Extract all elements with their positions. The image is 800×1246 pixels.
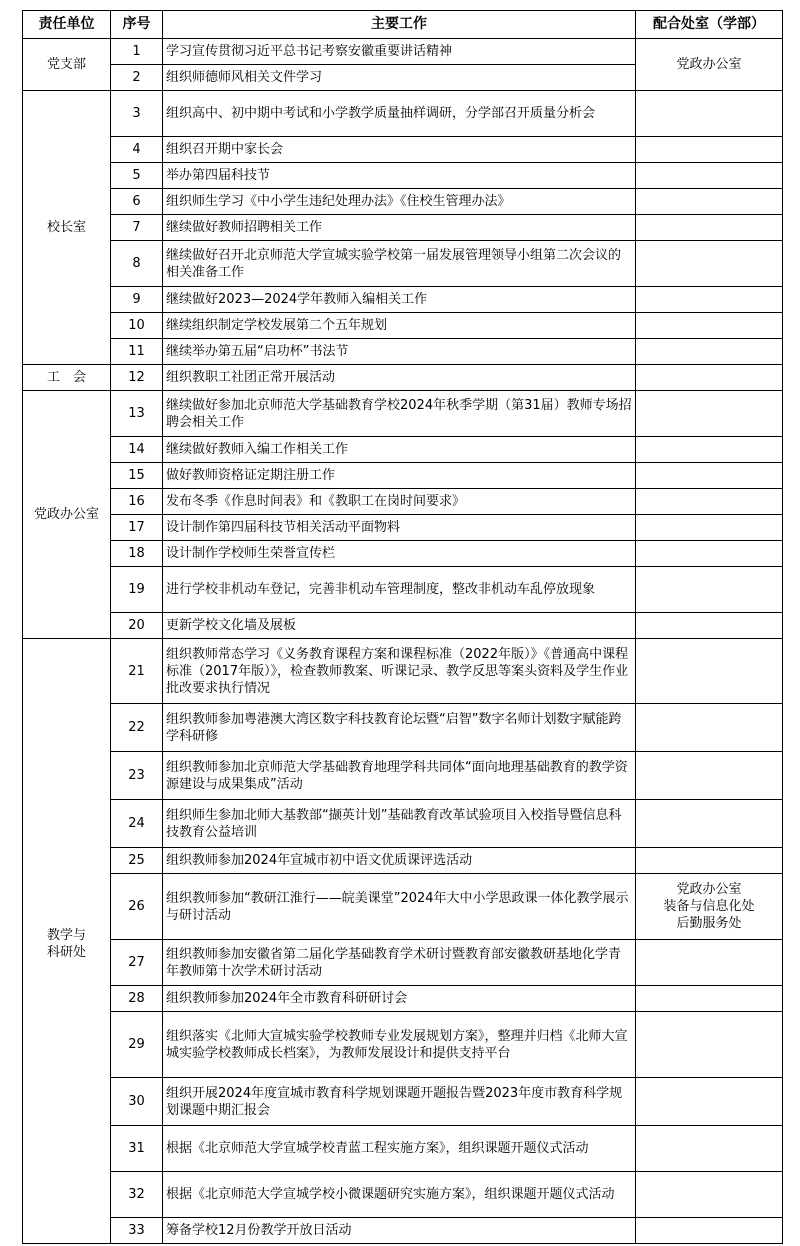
row-number: 20	[111, 613, 163, 639]
task-cell: 继续做好召开北京师范大学宣城实验学校第一届发展管理领导小组第二次会议的相关准备工作	[163, 241, 636, 287]
coop-cell	[636, 1078, 783, 1126]
table-row	[23, 39, 783, 65]
coop-equipment-office: 装备与信息化处	[663, 899, 755, 914]
task-cell: 组织师德师风相关文件学习	[163, 65, 636, 91]
task-cell: 组织教职工社团正常开展活动	[163, 365, 636, 391]
task-cell: 组织师生参加北师大基教部“撷英计划”基础教育改革试验项目入校指导暨信息科技教育公益培训	[163, 800, 636, 848]
task-cell: 根据《北京师范大学宣城学校青蓝工程实施方案》，组织课题开题仪式活动	[163, 1126, 636, 1172]
row-number: 22	[111, 704, 163, 752]
table-row	[23, 241, 783, 287]
coop-cell	[636, 463, 783, 489]
row-number: 2	[111, 65, 163, 91]
row-number: 10	[111, 313, 163, 339]
row-number: 27	[111, 940, 163, 986]
coop-cell	[636, 163, 783, 189]
coop-cell	[636, 800, 783, 848]
task-cell: 发布冬季《作息时间表》和《教职工在岗时间要求》	[163, 489, 636, 515]
coop-cell	[636, 215, 783, 241]
table-row	[23, 91, 783, 137]
coop-cell	[636, 137, 783, 163]
task-cell: 根据《北京师范大学宣城学校小微课题研究实施方案》，组织课题开题仪式活动	[163, 1172, 636, 1218]
row-number: 29	[111, 1012, 163, 1078]
task-cell: 组织师生学习《中小学生违纪处理办法》《住校生管理办法》	[163, 189, 636, 215]
coop-cell	[636, 339, 783, 365]
header-unit: 责任单位	[23, 11, 111, 39]
unit-cell	[23, 639, 111, 1244]
table-row	[23, 986, 783, 1012]
header-task: 主要工作	[163, 11, 636, 39]
row-number: 26	[111, 874, 163, 940]
coop-cell	[636, 752, 783, 800]
row-number: 13	[111, 391, 163, 437]
row-number: 14	[111, 437, 163, 463]
row-number: 33	[111, 1218, 163, 1244]
row-number: 24	[111, 800, 163, 848]
task-cell: 组织教师参加2024年全市教育科研研讨会	[163, 986, 636, 1012]
task-cell: 更新学校文化墙及展板	[163, 613, 636, 639]
task-cell: 做好教师资格证定期注册工作	[163, 463, 636, 489]
task-cell: 组织教师常态学习《义务教育课程方案和课程标准（2022年版）》《普通高中课程标准（2017年版）》，检查教师教案、听课记录、教学反思等案头资料及学生作业批改要求执行情况	[163, 639, 636, 704]
table-row	[23, 163, 783, 189]
header-no: 序号	[111, 11, 163, 39]
table-row	[23, 189, 783, 215]
task-cell: 组织教师参加“教研江淮行——皖美课堂”2024年大中小学思政课一体化教学展示与研讨活动	[163, 874, 636, 940]
row-number: 7	[111, 215, 163, 241]
header-row	[23, 11, 783, 39]
coop-cell	[636, 1218, 783, 1244]
coop-cell	[636, 241, 783, 287]
task-cell: 设计制作学校师生荣誉宣传栏	[163, 541, 636, 567]
table-row	[23, 940, 783, 986]
task-cell: 进行学校非机动车登记，完善非机动车管理制度，整改非机动车乱停放现象	[163, 567, 636, 613]
task-cell: 筹备学校12月份教学开放日活动	[163, 1218, 636, 1244]
row-number: 6	[111, 189, 163, 215]
row-number: 3	[111, 91, 163, 137]
task-cell: 学习宣传贯彻习近平总书记考察安徽重要讲话精神	[163, 39, 636, 65]
row-number: 17	[111, 515, 163, 541]
coop-logistics-office: 后勤服务处	[676, 916, 742, 931]
table-row	[23, 1126, 783, 1172]
table-row	[23, 1172, 783, 1218]
row-number: 16	[111, 489, 163, 515]
table-row	[23, 137, 783, 163]
table-row	[23, 463, 783, 489]
task-cell: 继续做好教师招聘相关工作	[163, 215, 636, 241]
coop-cell	[636, 986, 783, 1012]
row-number: 8	[111, 241, 163, 287]
table-row	[23, 1078, 783, 1126]
row-number: 15	[111, 463, 163, 489]
coop-cell	[636, 287, 783, 313]
task-cell: 组织开展2024年度宣城市教育科学规划课题开题报告暨2023年度市教育科学规划课题中期汇报会	[163, 1078, 636, 1126]
task-cell: 组织召开期中家长会	[163, 137, 636, 163]
table-row	[23, 489, 783, 515]
coop-cell	[636, 189, 783, 215]
coop-cell	[636, 391, 783, 437]
coop-cell	[636, 940, 783, 986]
table-row	[23, 704, 783, 752]
unit-name: 教学与科研处	[47, 928, 87, 960]
row-number: 11	[111, 339, 163, 365]
table-row	[23, 639, 783, 704]
coop-cell	[636, 365, 783, 391]
unit-cell: 党支部	[23, 39, 111, 91]
row-number: 25	[111, 848, 163, 874]
coop-cell	[636, 567, 783, 613]
row-number: 23	[111, 752, 163, 800]
row-number: 4	[111, 137, 163, 163]
unit-cell: 工 会	[23, 365, 111, 391]
coop-cell	[636, 91, 783, 137]
table-row	[23, 437, 783, 463]
task-cell: 继续组织制定学校发展第二个五年规划	[163, 313, 636, 339]
task-cell: 组织落实《北师大宣城实验学校教师专业发展规划方案》，整理并归档《北师大宣城实验学校教师成长档案》，为教师发展设计和提供支持平台	[163, 1012, 636, 1078]
unit-cell: 校长室	[23, 91, 111, 365]
table-row	[23, 1218, 783, 1244]
row-number: 5	[111, 163, 163, 189]
task-cell: 组织教师参加北京师范大学基础教育地理学科共同体“面向地理基础教育的教学资源建设与成果集成”活动	[163, 752, 636, 800]
table-row	[23, 215, 783, 241]
row-number: 9	[111, 287, 163, 313]
work-plan-table	[22, 10, 783, 1244]
header-coop: 配合处室（学部）	[636, 11, 783, 39]
table-row	[23, 567, 783, 613]
table-row	[23, 287, 783, 313]
coop-cell	[636, 639, 783, 704]
task-cell: 继续做好教师入编工作相关工作	[163, 437, 636, 463]
task-cell: 设计制作第四届科技节相关活动平面物料	[163, 515, 636, 541]
row-number: 28	[111, 986, 163, 1012]
coop-cell	[636, 541, 783, 567]
coop-party-office: 党政办公室	[676, 882, 742, 897]
row-number: 31	[111, 1126, 163, 1172]
coop-cell	[636, 1126, 783, 1172]
coop-cell	[636, 515, 783, 541]
table-row	[23, 1012, 783, 1078]
row-number: 18	[111, 541, 163, 567]
task-cell: 组织教师参加2024年宣城市初中语文优质课评选活动	[163, 848, 636, 874]
row-number: 12	[111, 365, 163, 391]
coop-cell	[636, 1012, 783, 1078]
table-row	[23, 365, 783, 391]
row-number: 19	[111, 567, 163, 613]
row-number: 32	[111, 1172, 163, 1218]
coop-cell	[636, 489, 783, 515]
table-row	[23, 391, 783, 437]
unit-cell: 党政办公室	[23, 391, 111, 639]
table-row	[23, 752, 783, 800]
coop-cell	[636, 704, 783, 752]
coop-cell	[636, 874, 783, 940]
task-cell: 继续做好参加北京师范大学基础教育学校2024年秋季学期（第31届）教师专场招聘会相关工作	[163, 391, 636, 437]
task-cell: 继续举办第五届“启功杯”书法节	[163, 339, 636, 365]
table-row	[23, 541, 783, 567]
table-row	[23, 874, 783, 940]
coop-cell	[636, 848, 783, 874]
table-row	[23, 613, 783, 639]
table-row	[23, 848, 783, 874]
task-cell: 继续做好2023—2024学年教师入编相关工作	[163, 287, 636, 313]
coop-cell	[636, 1172, 783, 1218]
table-row	[23, 515, 783, 541]
row-number: 1	[111, 39, 163, 65]
coop-cell	[636, 313, 783, 339]
task-cell: 组织教师参加粤港澳大湾区数字科技教育论坛暨“启智”数字名师计划数字赋能跨学科研修	[163, 704, 636, 752]
row-number: 30	[111, 1078, 163, 1126]
table-row	[23, 313, 783, 339]
coop-cell: 党政办公室	[636, 39, 783, 91]
coop-cell	[636, 613, 783, 639]
task-cell: 组织高中、初中期中考试和小学教学质量抽样调研，分学部召开质量分析会	[163, 91, 636, 137]
coop-cell	[636, 437, 783, 463]
table-row	[23, 800, 783, 848]
row-number: 21	[111, 639, 163, 704]
table-row	[23, 339, 783, 365]
task-cell: 组织教师参加安徽省第二届化学基础教育学术研讨暨教育部安徽教研基地化学青年教师第十次学术研讨活动	[163, 940, 636, 986]
task-cell: 举办第四届科技节	[163, 163, 636, 189]
